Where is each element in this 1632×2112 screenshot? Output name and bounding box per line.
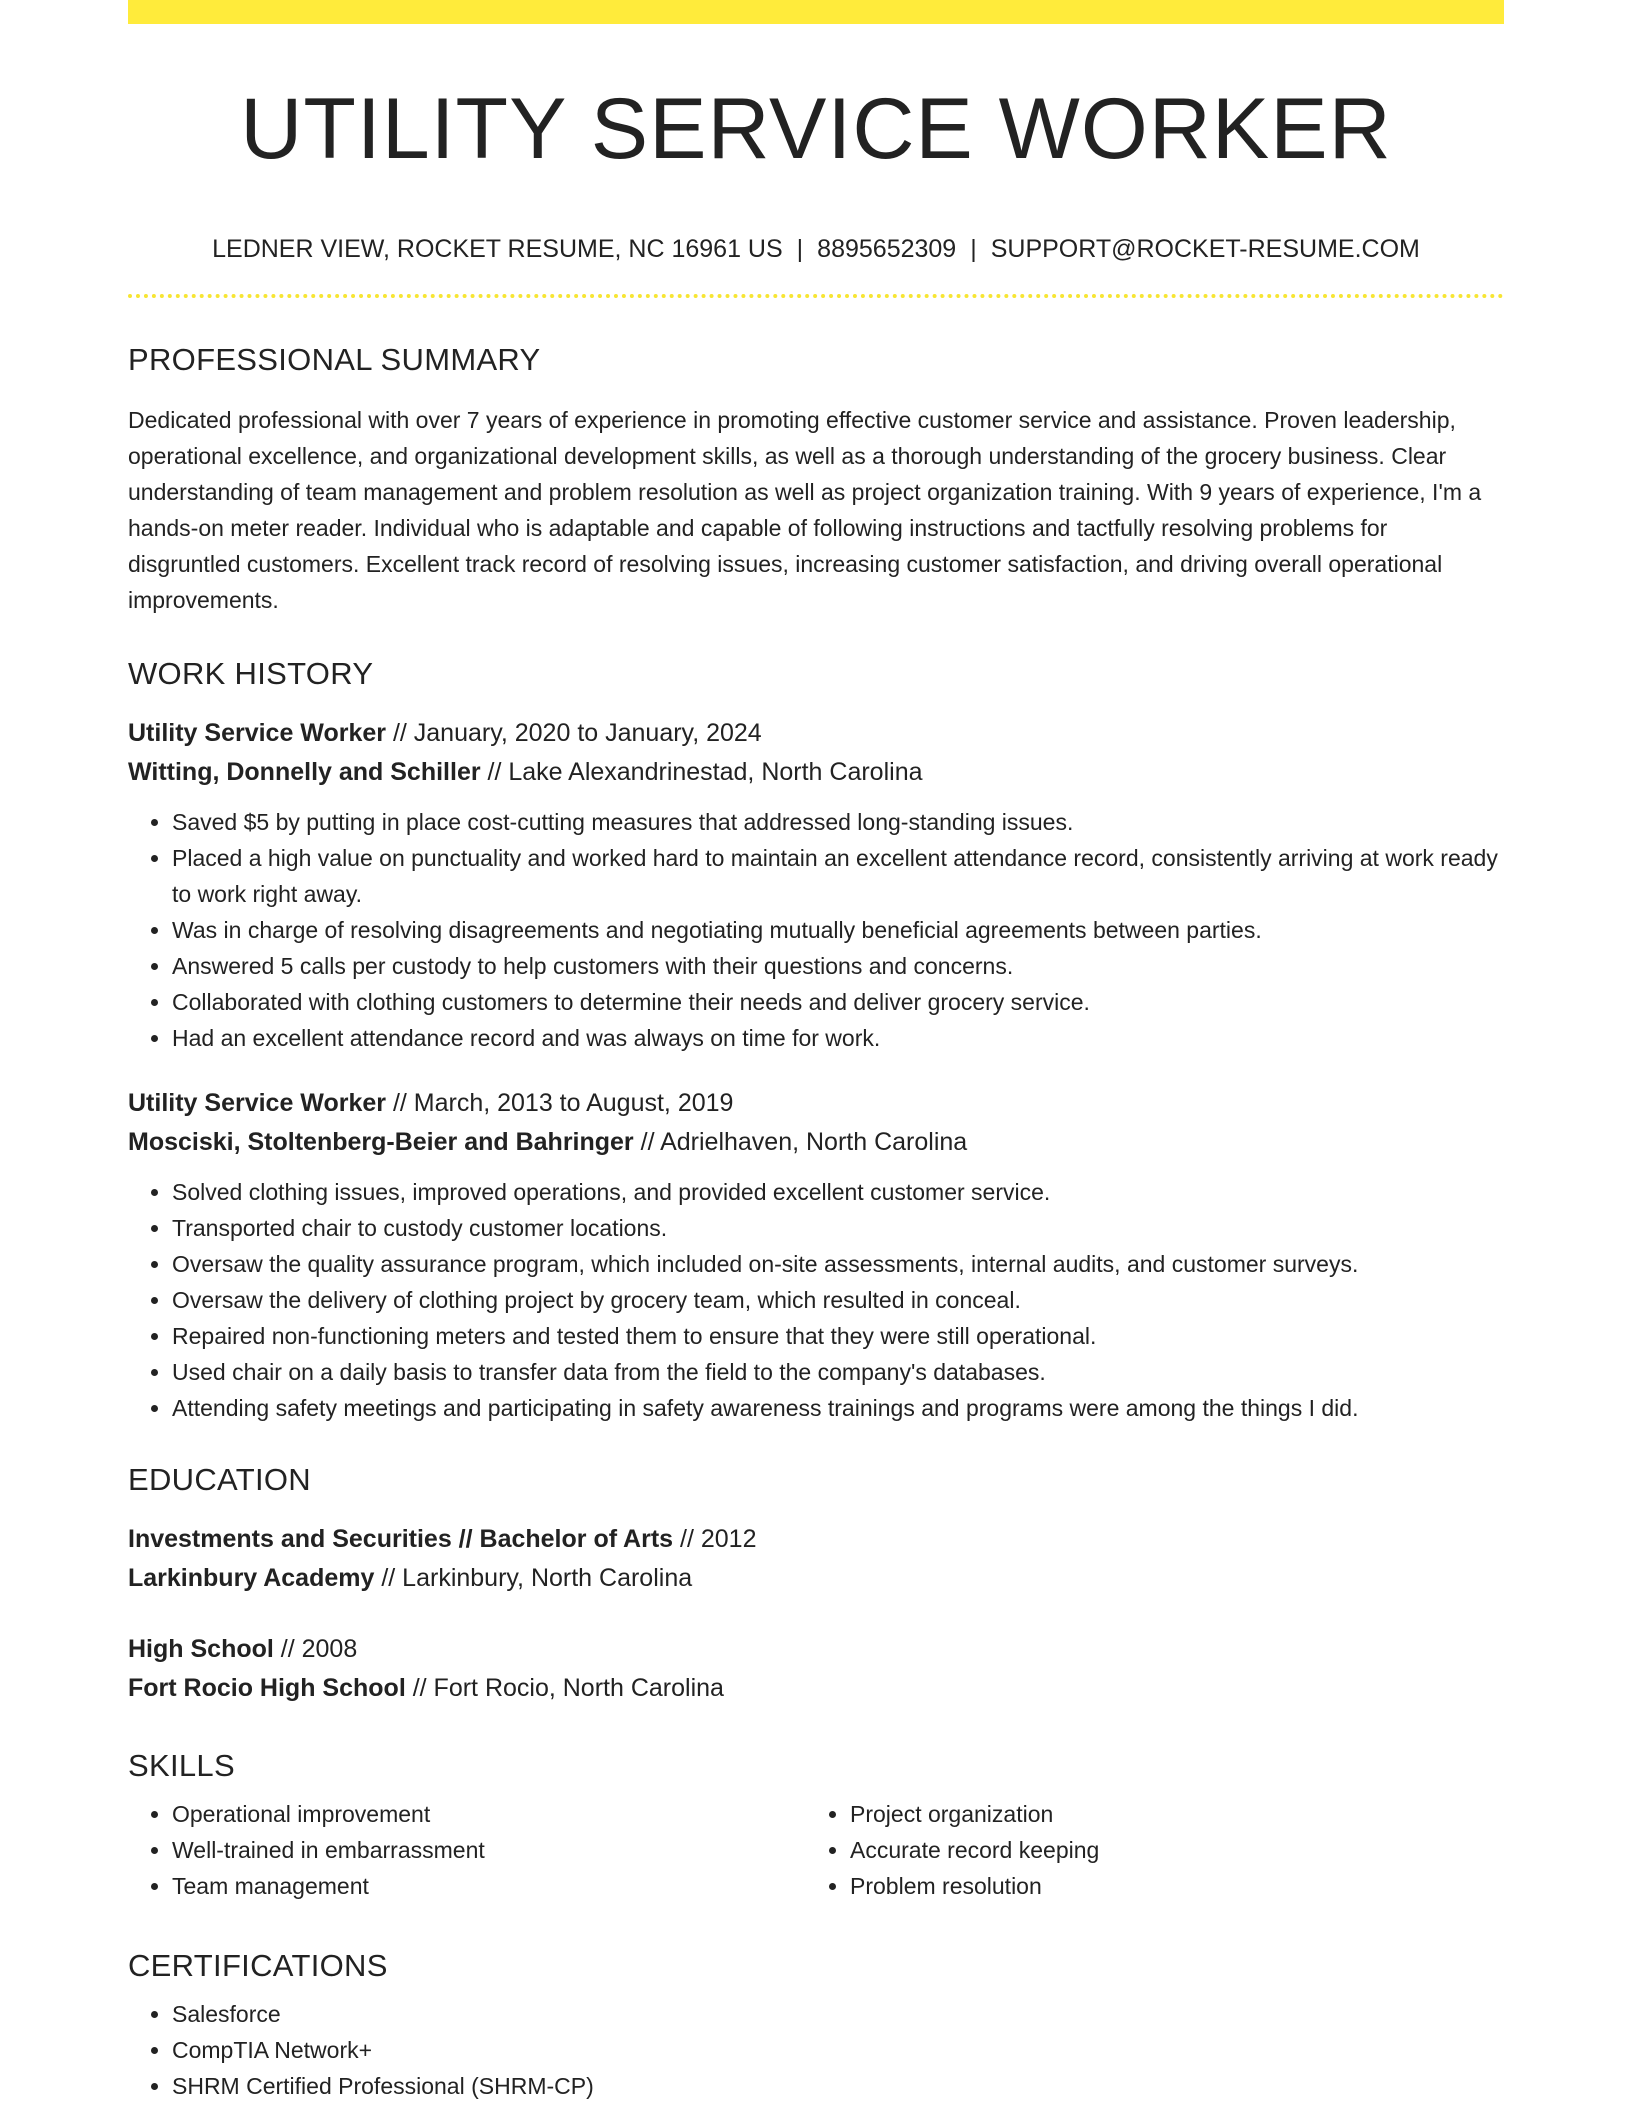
education-school: Fort Rocio High School xyxy=(128,1674,406,1703)
contact-separator: | xyxy=(796,235,804,264)
education-degree-line xyxy=(128,1630,1504,1669)
contact-line xyxy=(128,234,1504,264)
job-bullet: • Collaborated with clothing customers to determine their needs and deliver grocery service. xyxy=(172,984,1504,1020)
education-school-line xyxy=(128,1669,1504,1708)
job-bullet: • Placed a high value on punctuality and worked hard to maintain an excellent attendance record, consistently arriving at work ready to work right away. xyxy=(172,840,1504,912)
job-bullet: • Solved clothing issues, improved operations, and provided excellent customer service. xyxy=(172,1174,1504,1210)
job-bullet: • Answered 5 calls per custody to help customers with their questions and concerns. xyxy=(172,948,1504,984)
skills-heading: SKILLS xyxy=(128,1748,235,1784)
resume-content xyxy=(128,24,1504,2104)
skill-item: • Team management xyxy=(172,1868,806,1904)
summary-heading: PROFESSIONAL SUMMARY xyxy=(128,342,541,378)
job-bullet: • Saved $5 by putting in place cost-cutting measures that addressed long-standing issues. xyxy=(172,804,1504,840)
summary-text: Dedicated professional with over 7 years of experience in promoting effective customer service and assistance. Proven leadership, operational excellence, and organizational development skills, as well as a thorough understanding of the grocery business. Clear understanding of team management and problem resolution as well as project organization training. With 9 years of experience, I'm a hands-on meter reader. Individual who is adaptable and capable of following instructions and tactfully resolving problems for disgruntled customers. Excellent track record of resolving issues, increasing customer satisfaction, and driving overall operational improvements. xyxy=(128,407,1482,614)
certifications-list xyxy=(128,1996,1504,2104)
job-company-line xyxy=(128,1123,1504,1162)
education-entry xyxy=(128,1630,1504,1708)
education-year: // 2008 xyxy=(280,1635,358,1664)
education-location: // Larkinbury, North Carolina xyxy=(381,1564,693,1593)
job-location: // Lake Alexandrinestad, North Carolina xyxy=(487,758,923,787)
job-bullet: • Oversaw the quality assurance program, which included on-site assessments, internal audits, and customer surveys. xyxy=(172,1246,1504,1282)
job-bullet: • Repaired non-functioning meters and tested them to ensure that they were still operational. xyxy=(172,1318,1504,1354)
education-degree-line xyxy=(128,1520,1504,1559)
certification-item: • CompTIA Network+ xyxy=(172,2032,1504,2068)
job-bullets xyxy=(128,1174,1504,1426)
skills-column-left xyxy=(128,1796,806,1904)
job-entry xyxy=(128,1084,1504,1426)
job-bullet: • Had an excellent attendance record and was always on time for work. xyxy=(172,1020,1504,1056)
job-title-line xyxy=(128,1084,1504,1123)
job-bullet: • Transported chair to custody customer locations. xyxy=(172,1210,1504,1246)
job-company: Mosciski, Stoltenberg-Beier and Bahringer xyxy=(128,1128,634,1157)
job-company-line xyxy=(128,753,1504,792)
contact-separator: | xyxy=(970,235,977,264)
job-title-line xyxy=(128,714,1504,753)
education-entry xyxy=(128,1520,1504,1598)
job-role: Utility Service Worker xyxy=(128,1089,386,1118)
education-degree: Investments and Securities // Bachelor of Arts xyxy=(128,1525,674,1554)
contact-email: SUPPORT@ROCKET-RESUME.COM xyxy=(990,235,1420,264)
skills-column-right xyxy=(806,1796,1484,1904)
job-entry xyxy=(128,714,1504,1056)
dotted-divider xyxy=(128,294,1504,298)
education-year: // 2012 xyxy=(680,1525,757,1554)
job-location: // Adrielhaven, North Carolina xyxy=(640,1128,968,1157)
education-school-line xyxy=(128,1559,1504,1598)
job-bullet: • Oversaw the delivery of clothing project by grocery team, which resulted in conceal. xyxy=(172,1282,1504,1318)
job-bullet: • Used chair on a daily basis to transfer data from the field to the company's databases. xyxy=(172,1354,1504,1390)
skill-item: • Project organization xyxy=(850,1796,1484,1832)
resume-name: UTILITY SERVICE WORKER xyxy=(240,81,1392,177)
skills-grid xyxy=(128,1796,1504,1904)
job-bullets xyxy=(128,804,1504,1056)
education-heading: EDUCATION xyxy=(128,1462,311,1498)
certification-item: • Salesforce xyxy=(172,1996,1504,2032)
contact-phone: 8895652309 xyxy=(817,235,957,264)
skill-item: • Accurate record keeping xyxy=(850,1832,1484,1868)
contact-address: LEDNER VIEW, ROCKET RESUME, NC 16961 US xyxy=(212,235,783,264)
job-dates: // March, 2013 to August, 2019 xyxy=(392,1089,734,1118)
education-location: // Fort Rocio, North Carolina xyxy=(412,1674,724,1703)
skill-item: • Well-trained in embarrassment xyxy=(172,1832,806,1868)
skill-item: • Problem resolution xyxy=(850,1868,1484,1904)
certifications-heading: CERTIFICATIONS xyxy=(128,1948,388,1984)
accent-bar xyxy=(128,0,1504,24)
job-role: Utility Service Worker xyxy=(128,719,386,748)
job-company: Witting, Donnelly and Schiller xyxy=(128,758,481,787)
job-dates: // January, 2020 to January, 2024 xyxy=(392,719,762,748)
certification-item: • SHRM Certified Professional (SHRM-CP) xyxy=(172,2068,1504,2104)
skill-item: • Operational improvement xyxy=(172,1796,806,1832)
education-school: Larkinbury Academy xyxy=(128,1564,375,1593)
job-bullet: • Was in charge of resolving disagreements and negotiating mutually beneficial agreements between parties. xyxy=(172,912,1504,948)
work-history-heading: WORK HISTORY xyxy=(128,656,374,692)
job-bullet: • Attending safety meetings and participating in safety awareness trainings and programs were among the things I did. xyxy=(172,1390,1504,1426)
education-degree: High School xyxy=(128,1635,274,1664)
